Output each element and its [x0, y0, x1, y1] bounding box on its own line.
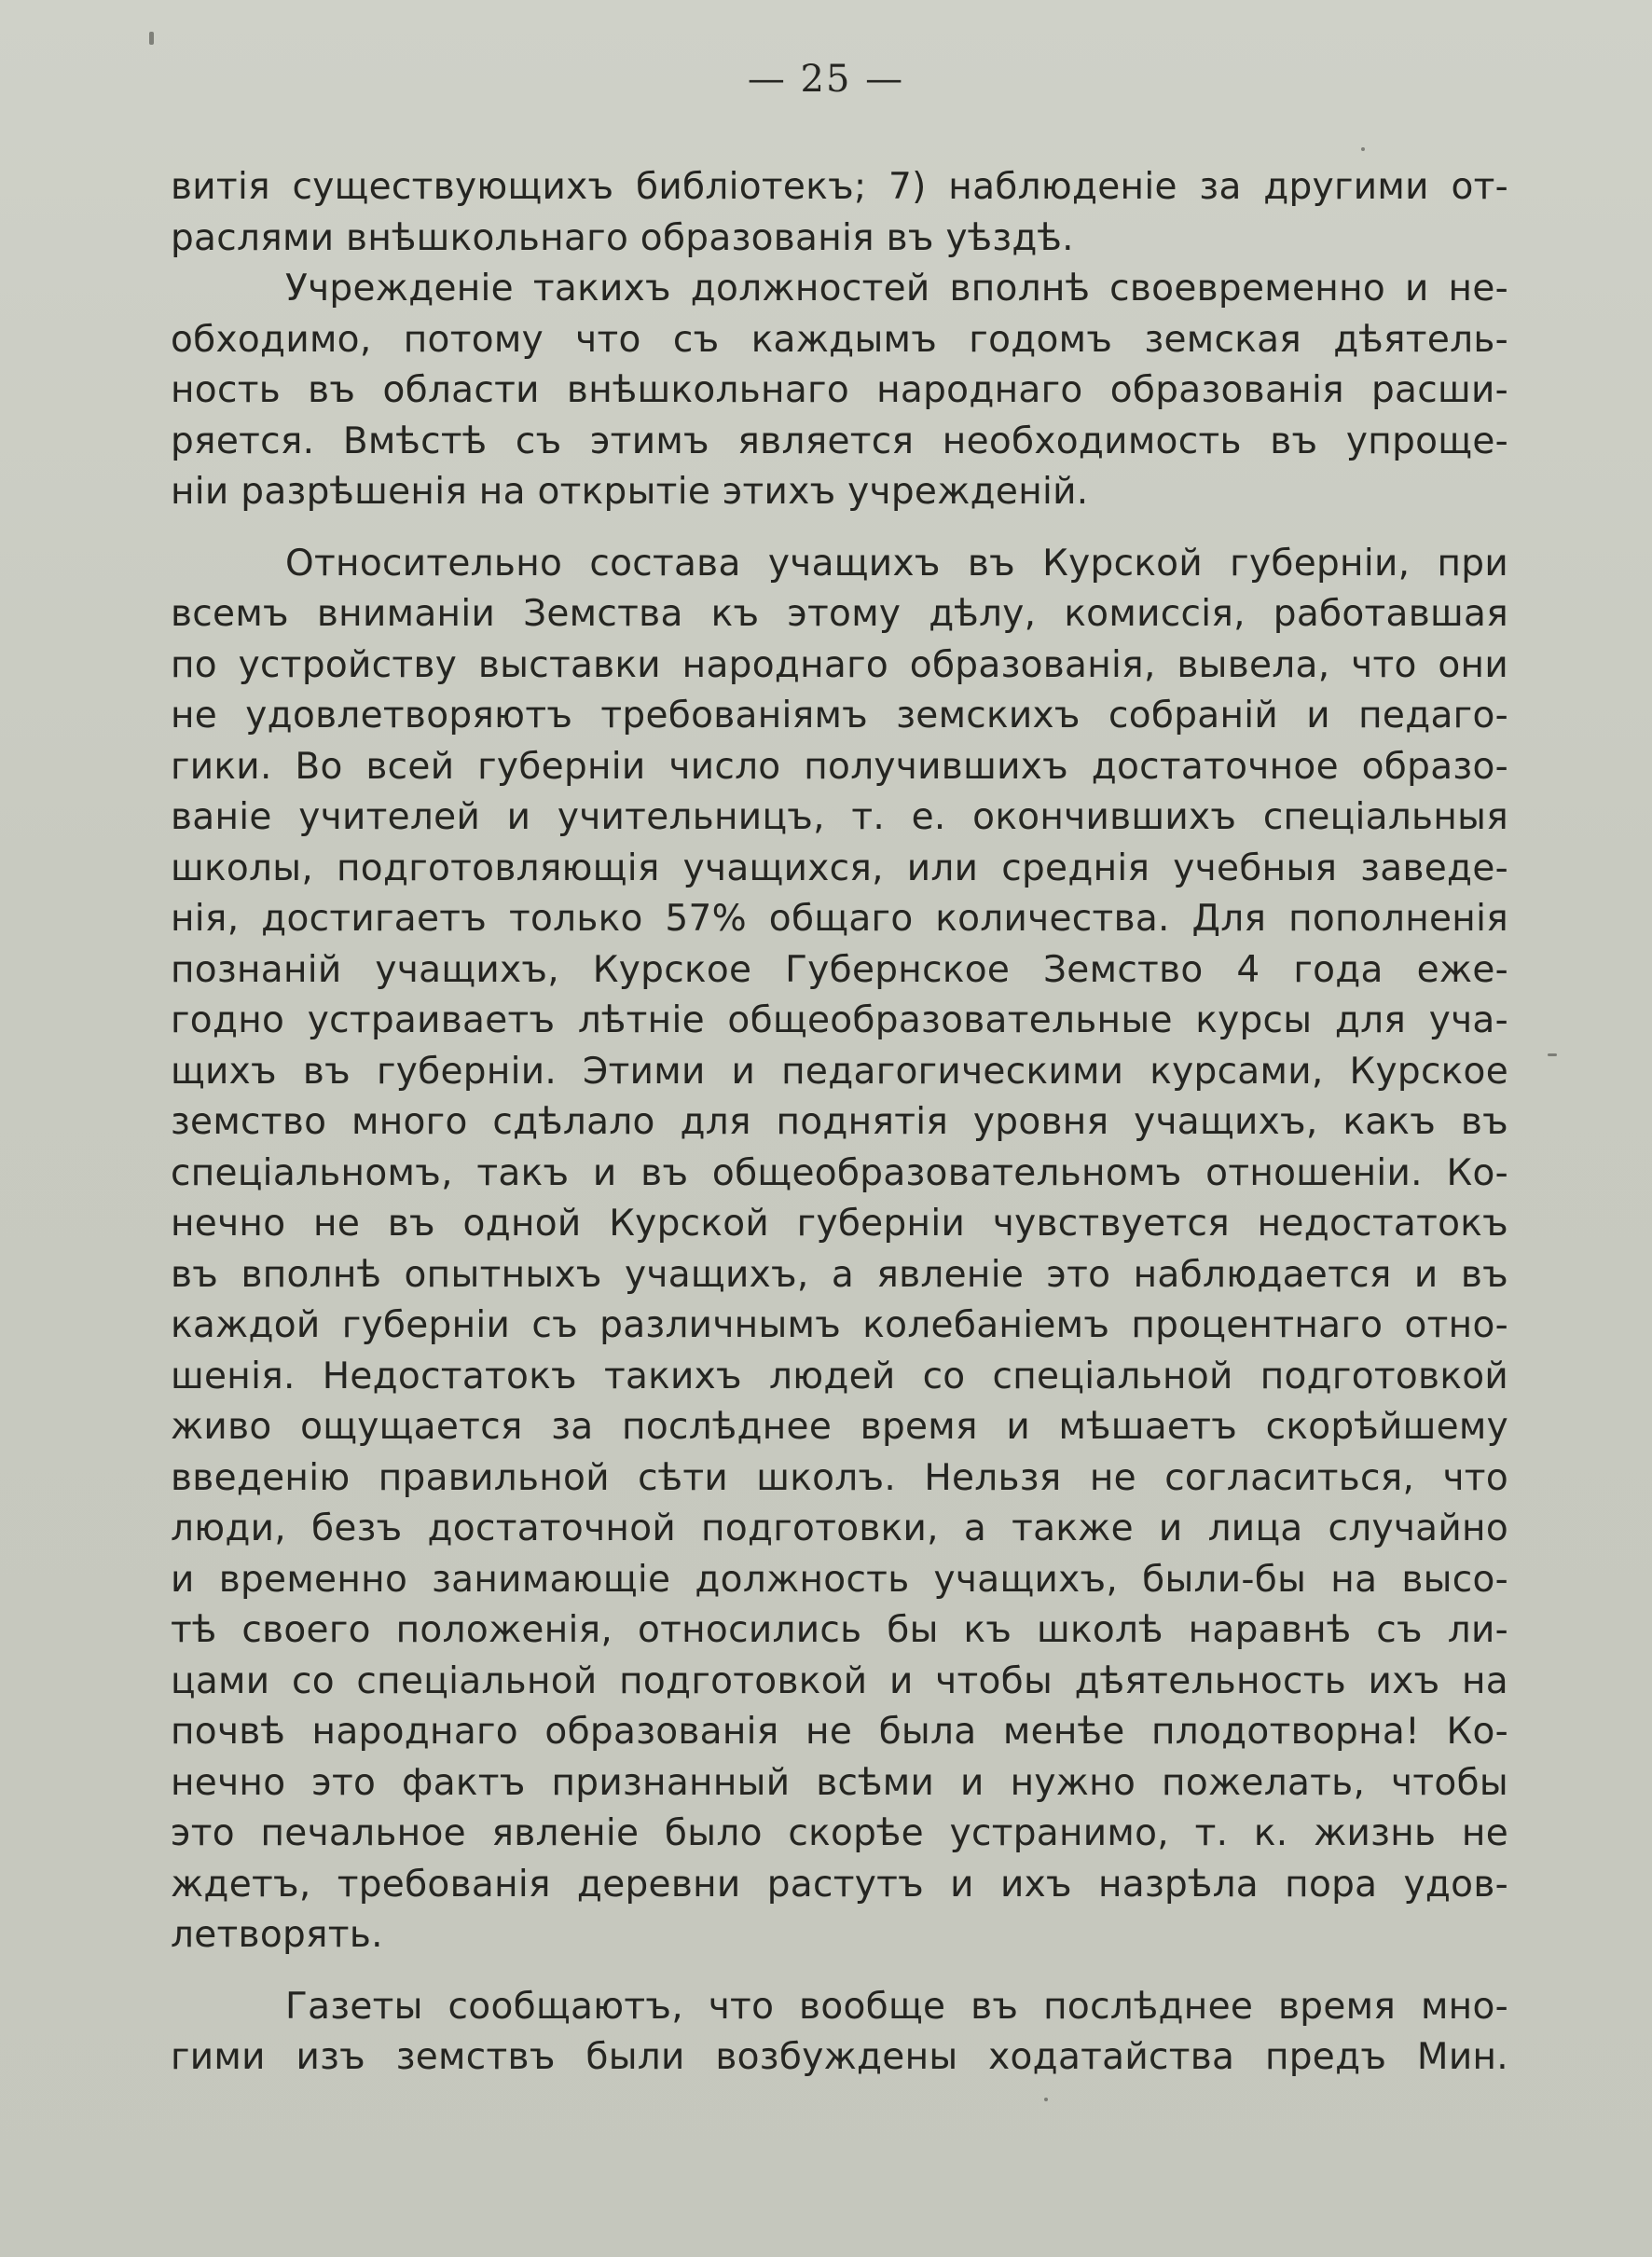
print-speck: [1548, 1053, 1557, 1056]
paragraph-3: [171, 539, 1508, 1961]
text-line: тѣ своего положенія, относились бы къ школѣ наравнѣ съ ли-: [171, 1609, 1508, 1651]
text-line: введенію правильной сѣти школъ. Нельзя не согласиться, что: [171, 1456, 1508, 1499]
text-line: по устройству выставки народнаго образованія, вывела, что они: [171, 643, 1508, 686]
text-line: каждой губерніи съ различнымъ колебаніемъ процентнаго отно-: [171, 1304, 1508, 1346]
text-line: всемъ вниманіи Земства къ этому дѣлу, комиссія, работавшая: [171, 593, 1508, 635]
text-line: летворять.: [171, 1914, 383, 1956]
print-speck: [1361, 147, 1365, 151]
text-line: живо ощущается за послѣднее время и мѣшаетъ скорѣйшему: [171, 1406, 1508, 1448]
paragraph-4: [171, 1982, 1508, 2084]
text-line: ждетъ, требованія деревни растутъ и ихъ назрѣла пора удов-: [171, 1863, 1508, 1906]
text-line: гики. Во всей губерніи число получившихъ достаточное образо-: [171, 745, 1508, 788]
print-speck: [149, 32, 154, 45]
paragraph-2: [171, 264, 1508, 518]
paragraph-gap: [171, 518, 1508, 539]
print-speck: [1044, 2098, 1048, 2101]
page-number: — 25 —: [747, 58, 905, 101]
text-line: ряется. Вмѣстѣ съ этимъ является необходимость въ упроще-: [171, 420, 1508, 462]
text-line: ніи разрѣшенія на открытіе этихъ учрежденій.: [171, 471, 1089, 513]
text-line: нія, достигаетъ только 57% общаго количества. Для пополненія: [171, 898, 1508, 940]
text-line: цами со спеціальной подготовкой и чтобы дѣятельность ихъ на: [171, 1659, 1508, 1702]
text-line: школы, подготовляющія учащихся, или среднія учебныя заведе-: [171, 846, 1508, 889]
text-line: нечно не въ одной Курской губерніи чувствуется недостатокъ: [171, 1203, 1508, 1245]
body-text: [171, 162, 1508, 2084]
text-line: шенія. Недостатокъ такихъ людей со спеціальной подготовкой: [171, 1355, 1508, 1397]
text-line: земство много сдѣлало для поднятія уровня учащихъ, какъ въ: [171, 1101, 1508, 1143]
text-line: и временно занимающіе должность учащихъ, были-бы на высо-: [171, 1558, 1508, 1601]
text-line: люди, безъ достаточной подготовки, а также и лица случайно: [171, 1507, 1508, 1549]
text-line: витія существующихъ библіотекъ; 7) наблюденіе за другими от-: [171, 166, 1508, 208]
text-line: въ вполнѣ опытныхъ учащихъ, а явленіе это наблюдается и въ: [171, 1253, 1508, 1296]
text-line: ваніе учителей и учительницъ, т. е. окончившихъ спеціальныя: [171, 796, 1508, 838]
text-line: познаній учащихъ, Курское Губернское Земство 4 года еже-: [171, 948, 1508, 991]
text-line: Относительно состава учащихъ въ Курской губерніи, при: [285, 542, 1508, 585]
text-line: спеціальномъ, такъ и въ общеобразовательномъ отношеніи. Ко-: [171, 1151, 1508, 1194]
text-line: это печальное явленіе было скорѣе устранимо, т. к. жизнь не: [171, 1812, 1508, 1854]
text-line: ность въ области внѣшкольнаго народнаго образованія расши-: [171, 369, 1508, 411]
text-line: гими изъ земствъ были возбуждены ходатайства предъ Мин.: [171, 2036, 1508, 2078]
text-line: годно устраиваетъ лѣтніе общеобразовательные курсы для уча-: [171, 999, 1508, 1041]
text-line: обходимо, потому что съ каждымъ годомъ земская дѣятель-: [171, 318, 1508, 361]
text-line: Учрежденіе такихъ должностей вполнѣ своевременно и не-: [285, 268, 1508, 310]
paragraph-1: [171, 162, 1508, 264]
text-line: щихъ въ губерніи. Этими и педагогическими курсами, Курское: [171, 1050, 1508, 1093]
text-line: не удовлетворяютъ требованіямъ земскихъ собраній и педаго-: [171, 695, 1508, 736]
text-line: Газеты сообщаютъ, что вообще въ послѣднее время мно-: [285, 1985, 1508, 2028]
text-line: раслями внѣшкольнаго образованія въ уѣздѣ.: [171, 216, 1074, 259]
paragraph-gap: [171, 1961, 1508, 1982]
text-line: нечно это фактъ признанный всѣми и нужно пожелать, чтобы: [171, 1761, 1508, 1804]
text-line: почвѣ народнаго образованія не была менѣе плодотворна! Ко-: [171, 1711, 1508, 1753]
